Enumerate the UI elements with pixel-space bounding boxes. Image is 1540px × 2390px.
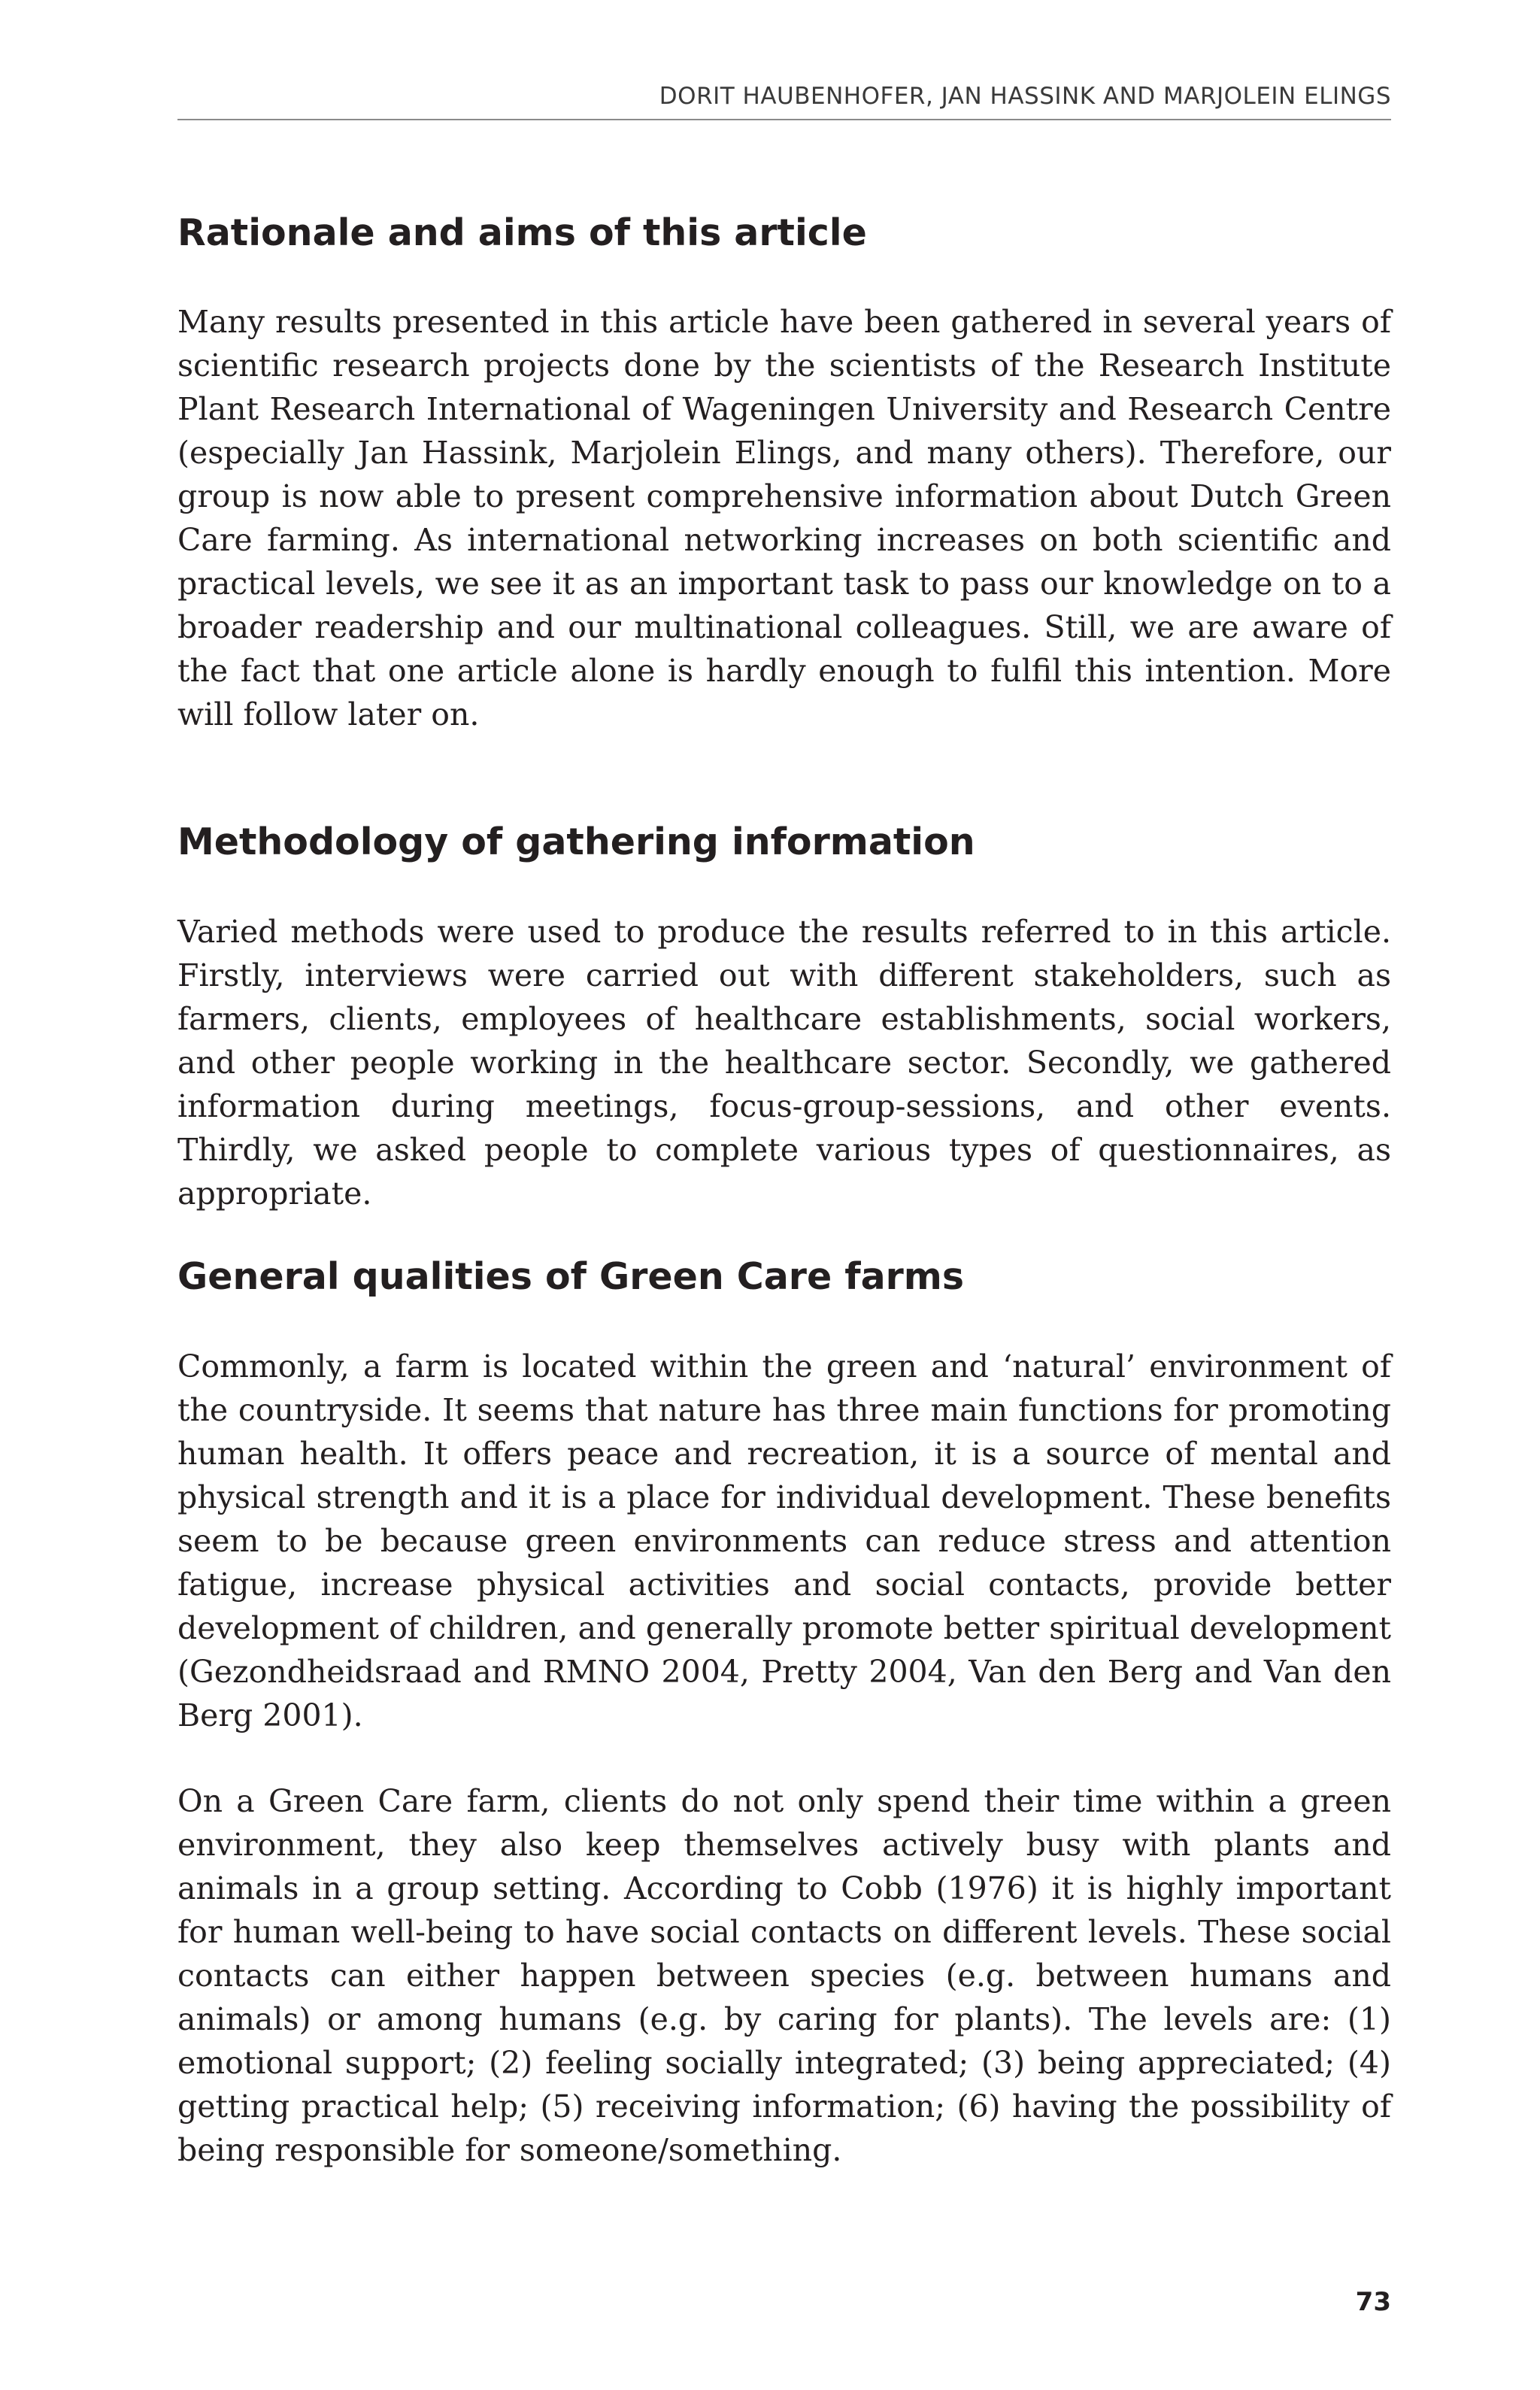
- paragraph-rationale: Many results presented in this article have been gathered in several years of scientific research projects done by the scientists of the Research Institute Plant Research International of Wageningen University and Research Centre (especially Jan Hassink, Marjolein Elings, and many others). Therefore, our group is now able to present comprehensive information about Dutch Green Care farming. As international networking increases on both scientific and practical levels, we see it as an important task to pass our knowledge on to a broader readership and our multinational colleagues. Still, we are aware of the fact that one article alone is hardly enough to fulfil this intention. More will follow later on.: [177, 304, 1391, 732]
- section-title-methodology: Methodology of gathering information: [177, 820, 975, 863]
- section-title-general-qualities: General qualities of Green Care farms: [177, 1255, 965, 1298]
- paragraph-general-qualities-1: Commonly, a farm is located within the green and ‘natural’ environment of the countryside. It seems that nature has three main functions for promoting human health. It offers peace and recreation, it is a source of mental and physical strength and it is a place for individual development. These benefits seem to be because green environments can reduce stress and attention fatigue, increase physical activities and social contacts, provide better development of children, and generally promote better spiritual development (Gezondheidsraad and RMNO 2004, Pretty 2004, Van den Berg and Van den Berg 2001).: [177, 1348, 1391, 1733]
- running-head: DORIT HAUBENHOFER, JAN HASSINK AND MARJOLEIN ELINGS: [659, 83, 1391, 110]
- page-number: 73: [1355, 2287, 1391, 2317]
- header-rule: [177, 119, 1391, 120]
- paragraph-general-qualities-2: On a Green Care farm, clients do not only spend their time within a green environment, they also keep themselves actively busy with plants and animals in a group setting. According to Cobb (1976) it is highly important for human well-being to have social contacts on different levels. These social contacts can either happen between species (e.g. between humans and animals) or among humans (e.g. by caring for plants). The levels are: (1) emotional support; (2) feeling socially integrated; (3) being appreciated; (4) getting practical help; (5) receiving information; (6) having the possibility of being responsible for someone/something.: [177, 1783, 1391, 2168]
- section-title-rationale: Rationale and aims of this article: [177, 211, 867, 254]
- paragraph-methodology: Varied methods were used to produce the results referred to in this article. Firstly, interviews were carried out with different stakeholders, such as farmers, clients, employees of healthcare establishments, social workers, and other people working in the healthcare sector. Secondly, we gathered information during meetings, focus-group-sessions, and other events. Thirdly, we asked people to complete various types of questionnaires, as appropriate.: [177, 914, 1391, 1212]
